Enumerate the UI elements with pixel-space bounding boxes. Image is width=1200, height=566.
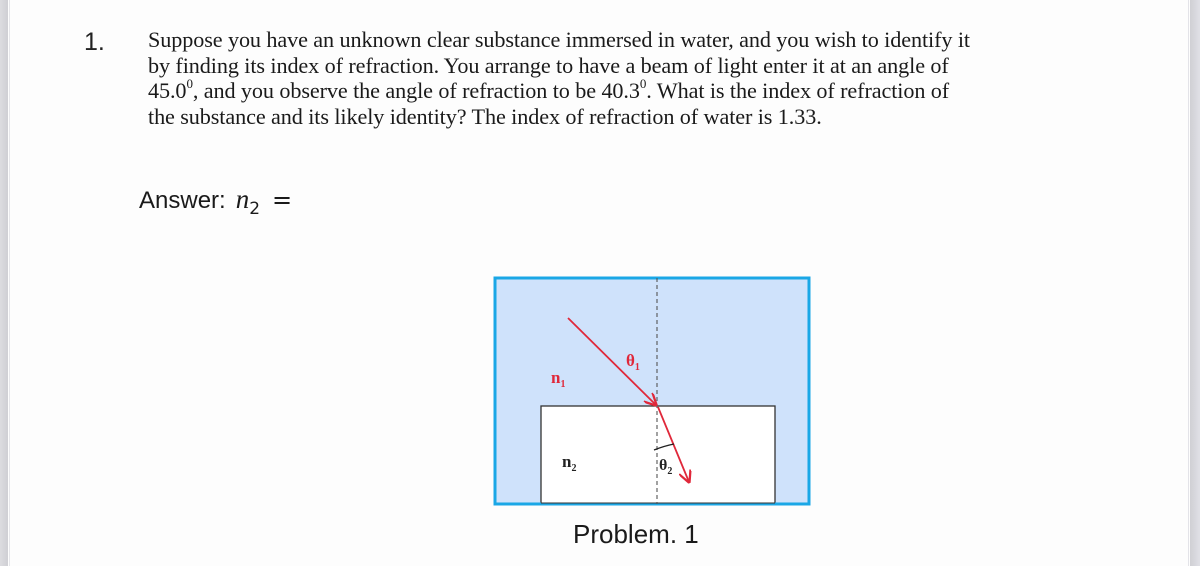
degree-superscript: 0 <box>186 75 193 91</box>
page-margin-right <box>1190 0 1200 566</box>
answer-subscript: 2 <box>249 199 261 219</box>
answer-variable: $n_2$ <box>235 184 261 219</box>
substance-block <box>541 406 775 504</box>
question-line-3: 45.0$^0$, and you observe the angle of refraction to be 40.3$^0$. What is the index of refraction of <box>148 75 950 103</box>
question-line-2: by finding its index of refraction. You arrange to have a beam of light enter it at an angle of <box>148 52 949 78</box>
theta1-label: $\theta_1$ <box>626 351 640 373</box>
refraction-diagram <box>490 272 815 512</box>
equals-sign: = <box>272 186 293 214</box>
medium1-label: $n_1$ <box>551 368 566 390</box>
page-margin-left <box>0 0 8 566</box>
theta2-label: $\theta_2$ <box>659 457 673 477</box>
degree-superscript: 0 <box>639 75 647 91</box>
figure-caption: Problem. 1 <box>573 519 699 549</box>
medium2-label: $n_2$ <box>562 452 577 474</box>
question-number: 1. <box>84 28 105 56</box>
question-line-4: the substance and its likely identity? The index of refraction of water is 1.33. <box>148 103 822 129</box>
question-line-1: Suppose you have an unknown clear substance immersed in water, and you wish to identify it <box>148 27 970 52</box>
question-text <box>148 27 1148 129</box>
answer-line <box>139 184 293 219</box>
answer-label: Answer: <box>139 187 226 214</box>
